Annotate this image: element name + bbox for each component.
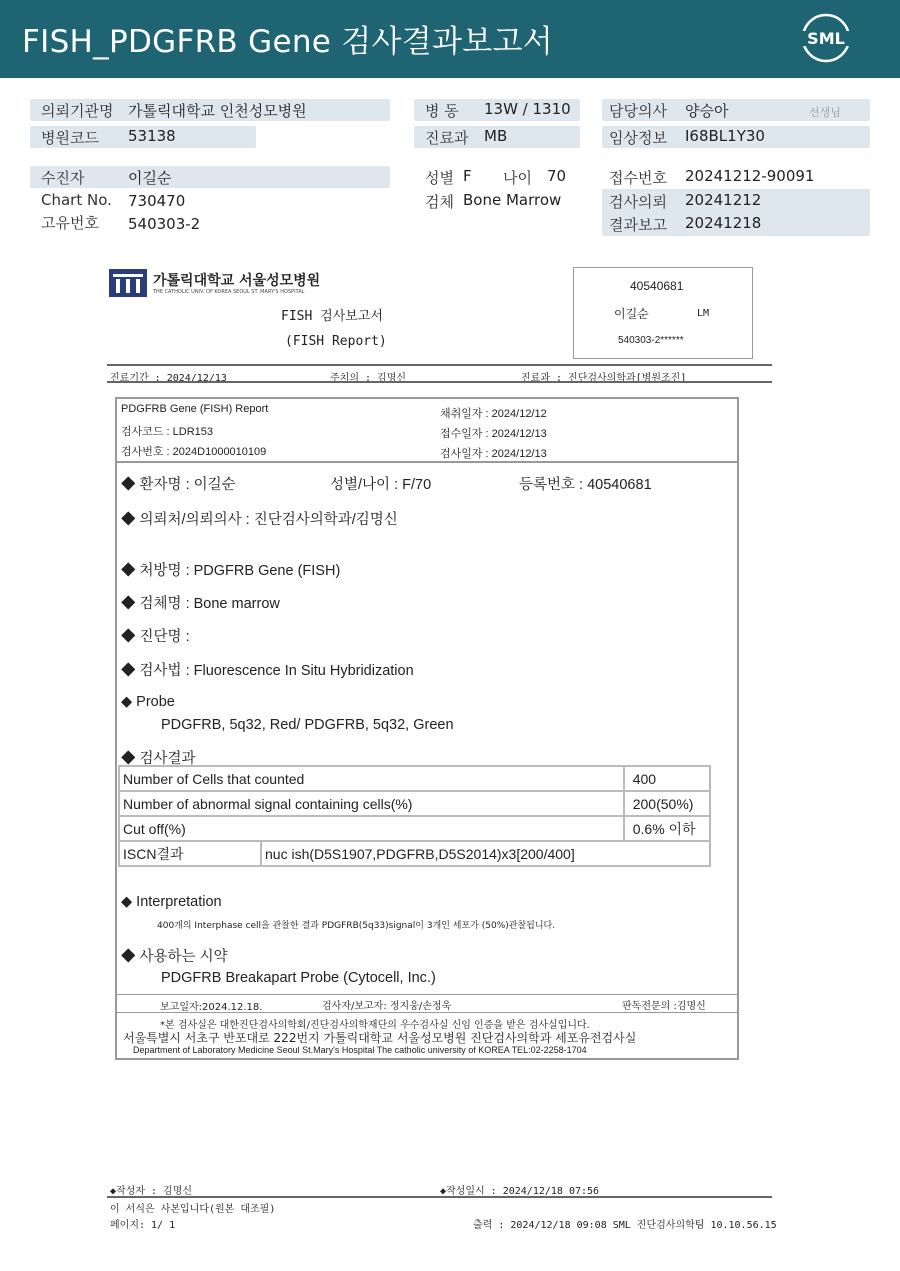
institution-label: 의뢰기관명 <box>41 102 114 120</box>
written-line: ◆작성일시 : 2024/12/18 07:56 <box>440 1186 600 1197</box>
page-title: FISH_PDGFRB Gene 검사결과보고서 <box>22 24 554 60</box>
logo-text: SML <box>807 29 845 48</box>
result-label-cell: Number of Cells that counted <box>119 766 624 791</box>
copy-note: 이 서식은 사본입니다(원본 대조필) <box>110 1204 276 1215</box>
receipt-no-label: 접수번호 <box>609 169 667 187</box>
sex-age-line: 성별/나이 : F/70 <box>330 477 432 493</box>
id-box-reg-no: 40540681 <box>630 279 684 293</box>
patient-value: 이길순 <box>128 169 172 187</box>
specimen-label: 검체 <box>425 193 454 211</box>
id-box-code: LM <box>697 308 710 319</box>
uid-label: 고유번호 <box>41 214 99 232</box>
visit-physician: 주치의 : 김명신 <box>330 373 407 384</box>
author-line: ◆작성자 : 김명신 <box>110 1186 193 1197</box>
tester: 검사자/보고자: 정지웅/손정욱 <box>322 1001 452 1012</box>
printed-line: 출력 : 2024/12/18 09:08 SML 진단검사의학팀 10.10.56.15 <box>473 1220 777 1231</box>
prescription-line: ◆ 처방명 : PDGFRB Gene (FISH) <box>121 563 341 579</box>
hospital-emblem-icon <box>108 268 148 298</box>
report-date-value: 20241218 <box>685 214 762 232</box>
result-value-cell: 400 <box>624 766 710 791</box>
fish-report-title-en: (FISH Report) <box>285 334 387 349</box>
doctor-suffix: 선생님 <box>809 106 841 119</box>
fish-report-title: FISH 검사보고서 <box>281 309 383 324</box>
doctor-value: 양승아 <box>685 102 729 120</box>
expert: 판독전문의 :김명신 <box>622 1001 706 1012</box>
dept-value: MB <box>484 127 508 145</box>
id-box-uid: 540303-2****** <box>618 335 684 346</box>
table-row <box>119 766 710 791</box>
clinical-value: I68BL1Y30 <box>685 127 765 145</box>
hospital-name-en: THE CATHOLIC UNIV. OF KOREA SEOUL ST. MARY'S HOSPITAL <box>153 289 305 295</box>
interpretation-heading: ◆ Interpretation <box>121 894 222 910</box>
result-label-cell: Number of abnormal signal containing cells(%) <box>119 791 624 816</box>
probe-heading: ◆ Probe <box>121 694 175 710</box>
reagent-line: PDGFRB Breakapart Probe (Cytocell, Inc.) <box>161 970 436 986</box>
report-head-separator <box>117 461 738 463</box>
referring-line: ◆ 의뢰처/의뢰의사 : 진단검사의학과/김명신 <box>121 512 398 528</box>
table-row <box>119 791 710 816</box>
receive-date: 접수일자 : 2024/12/13 <box>440 428 547 440</box>
chart-value: 730470 <box>128 192 186 210</box>
result-label-cell: Cut off(%) <box>119 816 624 841</box>
patient-name-line: ◆ 환자명 : 이길순 <box>121 477 236 493</box>
lab-address: 서울특별시 서초구 반포대로 222번지 가톨릭대학교 서울성모병원 진단검사의학과 세포유전검사실 <box>123 1031 637 1045</box>
table-row <box>119 841 710 866</box>
sex-label: 성별 <box>425 169 454 187</box>
dept-label: 진료과 <box>425 129 469 147</box>
hospital-name: 가톨릭대학교 서울성모병원 <box>153 273 321 289</box>
sml-logo <box>800 12 852 64</box>
patient-label: 수진자 <box>41 169 85 187</box>
page-number: 페이지: 1/ 1 <box>110 1220 176 1231</box>
receipt-no-value: 20241212-90091 <box>685 167 815 185</box>
probe-line: PDGFRB, 5q32, Red/ PDGFRB, 5q32, Green <box>161 717 454 733</box>
iscn-value-cell: nuc ish(D5S1907,PDGFRB,D5S2014)x3[200/400] <box>261 841 710 866</box>
result-heading: ◆ 검사결과 <box>121 751 196 767</box>
clinical-label: 임상정보 <box>609 129 667 147</box>
test-code: 검사코드 : LDR153 <box>121 426 214 438</box>
visit-period: 진료기간 : 2024/12/13 <box>110 373 227 384</box>
uid-value: 540303-2 <box>128 215 201 233</box>
specimen-value: Bone Marrow <box>463 191 562 209</box>
request-value: 20241212 <box>685 191 762 209</box>
ward-label: 병 동 <box>425 102 459 120</box>
collect-date: 채취일자 : 2024/12/12 <box>440 408 547 420</box>
id-box-name: 이길순 <box>614 307 649 321</box>
iscn-label-cell: ISCN결과 <box>119 841 261 866</box>
report-title: PDGFRB Gene (FISH) Report <box>121 403 269 415</box>
bottom-separator <box>107 1196 772 1198</box>
ward-value: 13W / 1310 <box>484 100 571 118</box>
chart-label: Chart No. <box>41 191 112 209</box>
doctor-label: 담당의사 <box>609 102 667 120</box>
test-date: 검사일자 : 2024/12/13 <box>440 448 547 460</box>
result-value-cell: 200(50%) <box>624 791 710 816</box>
interpretation-text: 400개의 Interphase cell을 관찰한 결과 PDGFRB(5q33)signal이 3개인 세포가 (50%)관찰됩니다. <box>157 921 556 931</box>
diagnosis-line: ◆ 진단명 : <box>121 629 190 645</box>
hospital-code-label: 병원코드 <box>41 129 99 147</box>
visit-line-top <box>107 364 772 366</box>
report-date-label: 결과보고 <box>609 216 667 234</box>
method-line: ◆ 검사법 : Fluorescence In Situ Hybridization <box>121 663 414 679</box>
reg-no-line: 등록번호 : 40540681 <box>519 477 652 493</box>
request-label: 검사의뢰 <box>609 193 667 211</box>
report-date: 보고일자:2024.12.18. <box>160 1002 263 1013</box>
table-row <box>119 816 710 841</box>
specimen-line: ◆ 검체명 : Bone marrow <box>121 596 280 612</box>
hospital-code-value: 53138 <box>128 127 176 145</box>
test-no: 검사번호 : 2024D1000010109 <box>121 446 267 458</box>
sex-value: F <box>463 167 472 185</box>
result-table <box>118 765 711 867</box>
age-value: 70 <box>547 167 567 185</box>
report-footer-separator-2 <box>117 1012 738 1013</box>
visit-dept: 진료과 : 진단검사의학과[병원조진] <box>521 373 687 384</box>
reagent-heading: ◆ 사용하는 시약 <box>121 949 228 965</box>
lab-address-en: Department of Laboratory Medicine Seoul St.Mary's Hospital The catholic university of KOREA TEL:02-2258-1704 <box>133 1045 587 1055</box>
result-value-cell: 0.6% 이하 <box>624 816 710 841</box>
report-footer-separator <box>117 994 738 995</box>
cert-note: *본 검사실은 대한진단검사의학회/진단검사의학재단의 우수검사실 신임 인증을 받은 검사실입니다. <box>160 1020 590 1031</box>
visit-line-bottom <box>107 381 772 383</box>
institution-value: 가톨릭대학교 인천성모병원 <box>128 102 307 120</box>
age-label: 나이 <box>503 169 532 187</box>
